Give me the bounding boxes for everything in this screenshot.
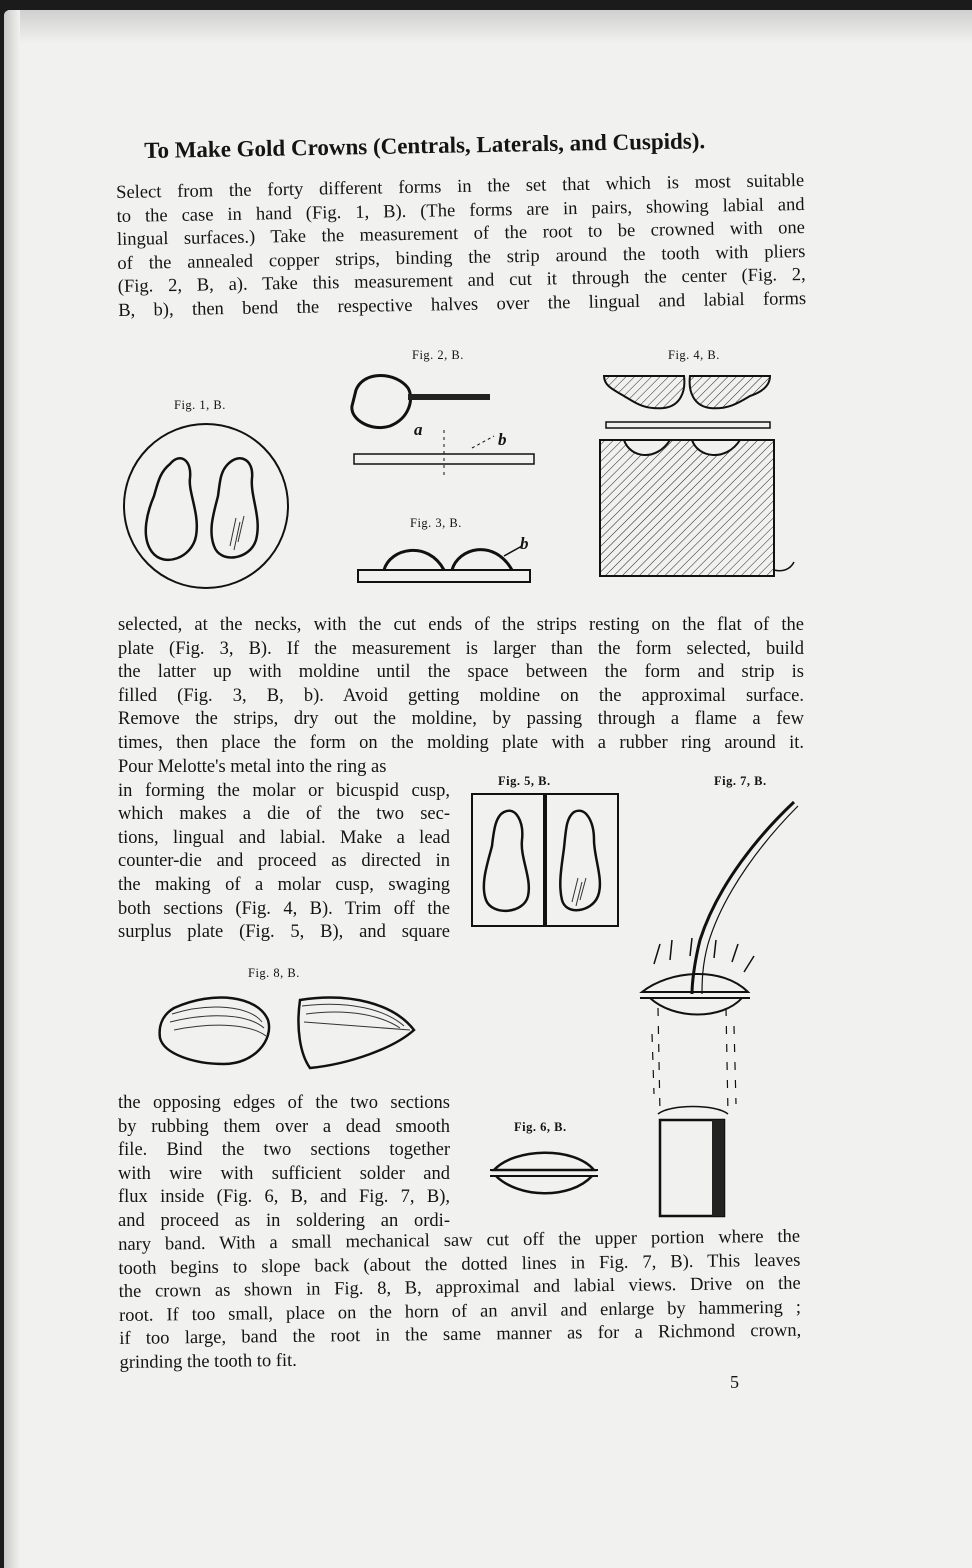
text-line: the making of a molar cusp, swaging [118,874,450,895]
book-page [4,10,972,1568]
fig2-label-a: a [414,420,423,439]
fig1-caption: Fig. 1, B. [174,398,226,412]
fig5-caption: Fig. 5, B. [498,774,551,788]
fig3-drawing [354,534,534,588]
fig3-label-b: b [520,534,529,553]
text-line: counter-die and proceed as directed in [118,851,450,872]
fig2-caption: Fig. 2, B. [412,348,464,362]
fig3-caption: Fig. 3, B. [410,516,462,530]
paragraph-intro [116,170,806,324]
text-line: surplus plate (Fig. 5, B), and square [118,922,450,943]
fig8-caption: Fig. 8, B. [248,966,300,980]
fig6-drawing [484,1140,604,1206]
text-line: with wire with sufficient solder and [118,1163,450,1184]
text-line: the opposing edges of the two sections [118,1093,450,1113]
fig5-drawing [470,792,620,930]
text-line: tions, lingual and labial. Make a lead [118,827,450,848]
text-line: and proceed as in soldering an ordi- [118,1210,450,1231]
page-number: 5 [730,1372,739,1392]
text-line: filled (Fig. 3, B, b). Avoid getting moldine on the approximal surface. [118,685,804,706]
text-line: Pour Melotte's metal into the ring as [118,757,387,777]
fig7-drawing [630,794,800,1224]
text-line: Remove the strips, dry out the moldine, by passing through a flame a few [118,709,804,730]
text-line: (Fig. 2, B, a). Take this measurement and cut it through the center (Fig. 2, [117,265,806,298]
text-line: selected, at the necks, with the cut ends of the strips resting on the flat of the [118,615,804,635]
fig4-drawing [594,366,804,586]
text-line: to the case in hand (Fig. 1, B). (The forms are in pairs, showing labial and [116,194,805,227]
paragraph-nary-band [118,1226,802,1376]
text-line: the crown as shown in Fig. 8, B, approximal and labial views. Drive on the [118,1273,801,1303]
fig4-caption: Fig. 4, B. [668,348,720,362]
text-line: grinding the tooth to fit. [119,1350,297,1373]
page-left-shadow [4,10,20,1568]
text-line: root. If too small, place on the horn of an anvil and enlarge by hammering ; [118,1297,802,1326]
fig2-drawing [344,366,544,486]
paragraph-opposing-edges [118,1092,450,1234]
text-line: the latter up with moldine until the space between the form and strip is [118,662,804,683]
text-line: lingual surfaces.) Take the measurement of the root to be crowned with one [116,218,806,251]
fig8-drawing [154,984,424,1074]
text-line: of the annealed copper strips, binding the strip around the tooth with pliers [117,241,806,274]
text-line: by rubbing them over a dead smooth [118,1116,450,1137]
text-line: which makes a die of the two sec- [118,804,450,825]
fig2-label-b: b [498,430,507,449]
page-top-shadow [4,10,972,44]
fig7-caption: Fig. 7, B. [714,774,767,788]
fig6-caption: Fig. 6, B. [514,1120,567,1134]
text-line: nary band. With a small mechanical saw cut off the upper portion where the [118,1226,801,1255]
text-line: B, b), then bend the respective halves over the lingual and labial forms [118,288,807,321]
text-line: file. Bind the two sections together [118,1140,450,1161]
fig1-drawing [118,418,294,594]
text-line: Select from the forty different forms in the set that which is most suitable [116,170,805,203]
paragraph-selected [118,614,804,756]
page-title: To Make Gold Crowns (Centrals, Laterals, and Cuspids). [144,128,706,163]
paragraph-pour-metal [118,756,450,945]
text-line: tooth begins to slope back (about the dotted lines in Fig. 7, B). This leaves [118,1250,801,1279]
text-line: plate (Fig. 3, B). If the measurement is larger than the form selected, build [118,638,804,659]
text-line: both sections (Fig. 4, B). Trim off the [118,898,450,919]
text-line: flux inside (Fig. 6, B, and Fig. 7, B), [118,1187,450,1208]
text-line: times, then place the form on the molding plate with a rubber ring around it. [118,732,804,753]
text-line: in forming the molar or bicuspid cusp, [118,780,450,801]
text-line: if too large, band the root in the same manner as for a Richmond crown, [119,1321,802,1350]
